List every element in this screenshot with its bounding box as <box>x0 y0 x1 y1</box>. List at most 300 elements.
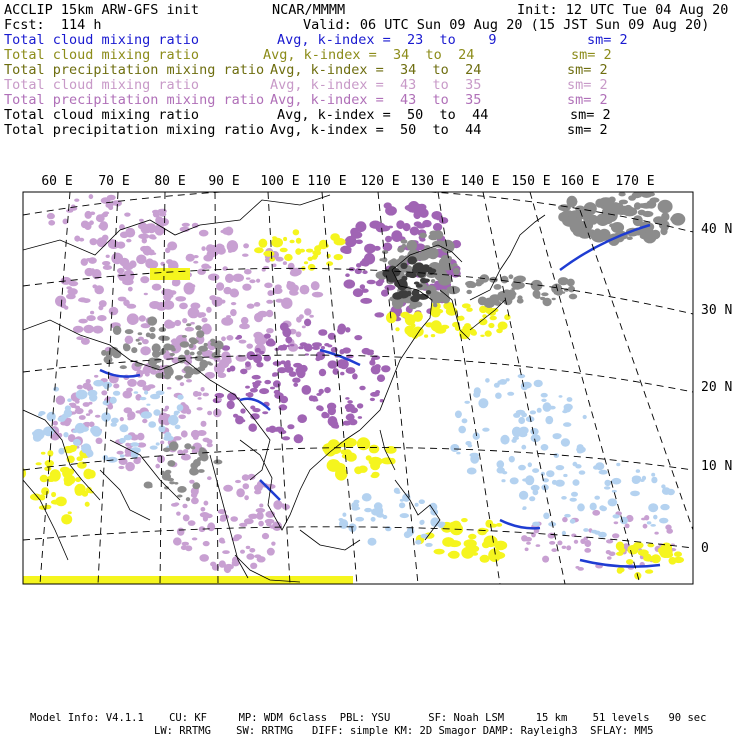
high-precip-patch <box>347 400 353 404</box>
low-cloud-patch <box>556 465 565 470</box>
layer-smoothing: sm= 2 <box>570 107 611 123</box>
low-precip-core <box>407 256 417 264</box>
high-precip-patch <box>338 324 346 333</box>
low-cloud-patch <box>419 499 425 504</box>
high-cloud-patch <box>178 415 186 420</box>
mid-cloud-patch <box>496 523 502 527</box>
mid-cloud-patch <box>441 325 450 329</box>
mid-cloud-patch <box>358 466 368 473</box>
high-precip-patch <box>358 416 362 419</box>
high-cloud-patch <box>243 483 250 489</box>
low-cloud-patch <box>342 513 346 517</box>
mid-cloud-patch <box>647 543 654 547</box>
low-cloud-patch <box>119 438 126 443</box>
high-cloud-patch <box>179 303 188 310</box>
high-precip-patch <box>259 388 269 394</box>
low-precip-patch <box>167 478 174 482</box>
latitude-label: 0 <box>701 541 709 556</box>
mid-cloud-patch <box>369 445 380 454</box>
model-info-line2: LW: RRTMG SW: RRTMG DIFF: simple KM: 2D Smagor DAMP: Rayleigh3 SFLAY: MM5 <box>154 725 654 737</box>
low-precip-patch <box>167 460 175 467</box>
high-precip-patch <box>340 349 345 354</box>
high-cloud-patch <box>199 312 207 317</box>
high-cloud-patch <box>197 430 207 436</box>
low-cloud-patch <box>532 522 540 527</box>
low-precip-patch <box>144 482 153 489</box>
high-precip-patch <box>321 346 325 349</box>
low-cloud-patch <box>419 520 424 525</box>
low-precip-patch <box>123 344 131 351</box>
low-cloud-patch <box>355 517 364 522</box>
high-precip-patch <box>385 236 392 243</box>
mid-cloud-patch <box>395 327 399 331</box>
high-precip-patch <box>274 392 283 399</box>
low-cloud-patch <box>153 409 160 416</box>
high-precip-patch <box>285 336 292 343</box>
mid-cloud-patch <box>51 492 56 497</box>
high-cloud-patch <box>93 326 104 334</box>
high-cloud-patch <box>125 454 131 457</box>
high-cloud-patch <box>203 516 208 522</box>
high-cloud-patch <box>206 307 212 313</box>
high-precip-patch <box>346 367 356 374</box>
low-precip-patch <box>598 229 610 241</box>
high-precip-patch <box>324 387 331 393</box>
high-cloud-patch <box>311 281 320 290</box>
layer-field-name: Total cloud mixing ratio <box>4 32 200 48</box>
low-precip-patch <box>646 200 656 209</box>
high-cloud-patch <box>181 454 191 461</box>
high-precip-patch <box>371 365 381 374</box>
high-cloud-patch <box>551 548 557 552</box>
low-precip-patch <box>158 352 162 356</box>
low-cloud-patch <box>522 478 528 481</box>
high-cloud-patch <box>204 501 209 506</box>
high-cloud-patch <box>223 485 233 492</box>
low-precip-patch <box>198 346 208 352</box>
low-precip-patch <box>427 285 432 289</box>
mid-cloud-patch <box>47 450 53 456</box>
low-precip-patch <box>149 362 153 365</box>
high-precip-patch <box>374 246 381 251</box>
low-precip-patch <box>503 297 512 305</box>
mid-cloud-patch <box>366 455 372 460</box>
low-cloud-patch <box>570 498 577 502</box>
high-cloud-patch <box>125 336 134 344</box>
low-cloud-patch <box>553 433 562 439</box>
high-cloud-patch <box>193 261 198 264</box>
high-cloud-patch <box>53 421 58 426</box>
high-precip-patch <box>413 211 421 219</box>
low-precip-patch <box>558 277 569 285</box>
high-cloud-patch <box>266 300 273 304</box>
high-cloud-patch <box>244 269 252 275</box>
high-cloud-patch <box>152 210 159 214</box>
high-cloud-patch <box>188 307 200 318</box>
high-precip-patch <box>245 386 250 389</box>
low-precip-patch <box>541 292 548 296</box>
high-cloud-patch <box>216 282 224 291</box>
high-precip-patch <box>319 369 326 377</box>
high-precip-patch <box>292 378 300 383</box>
low-precip-patch <box>433 230 443 239</box>
mid-cloud-patch <box>463 304 468 308</box>
low-cloud-patch <box>563 422 571 427</box>
mid-cloud-patch <box>312 250 321 255</box>
high-precip-patch <box>321 412 328 419</box>
high-cloud-patch <box>174 320 181 326</box>
low-cloud-patch <box>518 417 525 424</box>
high-cloud-patch <box>92 284 97 288</box>
high-precip-patch <box>235 337 240 340</box>
low-precip-patch <box>517 295 522 300</box>
low-precip-patch <box>511 283 518 288</box>
layer-k-index: Avg, k-index = 50 to 44 <box>270 122 482 138</box>
high-cloud-patch <box>167 387 172 390</box>
high-cloud-patch <box>75 400 80 404</box>
high-cloud-patch <box>241 317 249 324</box>
low-cloud-patch <box>519 491 528 500</box>
high-cloud-patch <box>202 393 209 397</box>
high-cloud-patch <box>289 289 297 295</box>
low-precip-patch <box>567 196 578 208</box>
low-cloud-patch <box>612 478 622 485</box>
high-cloud-patch <box>219 560 226 567</box>
high-precip-patch <box>280 323 289 332</box>
mid-cloud-patch <box>461 518 468 522</box>
layer-k-index: Avg, k-index = 34 to 24 <box>270 62 482 78</box>
low-precip-patch <box>579 232 586 236</box>
high-precip-patch <box>328 407 336 415</box>
high-cloud-patch <box>549 541 555 545</box>
low-precip-patch <box>478 297 487 306</box>
low-cloud-patch <box>541 444 549 451</box>
high-cloud-patch <box>607 556 612 559</box>
high-cloud-patch <box>230 516 238 522</box>
low-cloud-patch <box>462 418 468 423</box>
high-cloud-patch <box>185 327 194 332</box>
high-cloud-patch <box>578 567 584 571</box>
high-cloud-patch <box>267 548 275 556</box>
high-cloud-patch <box>95 415 101 418</box>
layer-k-index: Avg, k-index = 34 to 24 <box>263 47 475 63</box>
mid-cloud-patch <box>488 323 494 328</box>
high-cloud-patch <box>75 408 84 414</box>
low-cloud-patch <box>604 486 611 489</box>
high-precip-patch <box>342 421 351 426</box>
low-precip-patch <box>465 281 475 287</box>
low-cloud-patch <box>650 524 656 527</box>
mid-cloud-patch <box>304 261 308 264</box>
mid-cloud-patch <box>254 247 264 253</box>
high-cloud-patch <box>606 539 613 543</box>
high-cloud-patch <box>77 385 83 390</box>
low-cloud-patch <box>134 391 139 394</box>
layer-k-index: Avg, k-index = 43 to 35 <box>270 92 482 108</box>
high-cloud-patch <box>160 441 164 445</box>
high-cloud-patch <box>155 216 163 224</box>
high-precip-patch <box>274 429 279 432</box>
mid-cloud-patch <box>293 229 300 235</box>
high-precip-patch <box>264 333 271 338</box>
low-cloud-patch <box>590 503 597 511</box>
high-cloud-patch <box>193 391 199 397</box>
mid-cloud-patch <box>434 549 445 555</box>
mid-cloud-patch <box>498 322 508 330</box>
mid-cloud-patch <box>308 257 313 261</box>
high-cloud-patch <box>296 331 302 337</box>
mid-cloud-patch <box>405 314 416 325</box>
high-precip-patch <box>410 227 419 236</box>
high-cloud-patch <box>142 339 149 344</box>
high-precip-patch <box>345 404 355 411</box>
high-precip-patch <box>248 424 257 432</box>
high-cloud-patch <box>287 281 292 285</box>
mid-cloud-patch <box>318 243 329 249</box>
low-cloud-patch <box>374 502 383 510</box>
high-cloud-patch <box>557 541 562 546</box>
high-precip-patch <box>266 427 271 432</box>
low-precip-patch <box>163 448 171 453</box>
latitude-labels <box>701 222 732 556</box>
high-cloud-patch <box>256 512 263 520</box>
low-cloud-patch <box>533 490 539 496</box>
low-precip-patch <box>152 343 161 352</box>
layer-k-index: Avg, k-index = 23 to 9 <box>277 32 497 48</box>
high-cloud-patch <box>213 409 222 418</box>
low-precip-patch <box>170 353 175 356</box>
low-precip-patch <box>192 482 200 489</box>
mid-cloud-patch <box>389 458 396 464</box>
low-cloud-patch <box>111 418 119 424</box>
low-cloud-patch <box>465 441 471 445</box>
high-cloud-patch <box>239 323 250 329</box>
high-precip-patch <box>367 280 376 285</box>
high-cloud-patch <box>63 219 69 225</box>
low-precip-patch <box>658 200 673 214</box>
longitude-label: 80 E <box>154 174 186 189</box>
low-cloud-patch <box>546 470 554 477</box>
layer-k-index: Avg, k-index = 43 to 35 <box>270 77 482 93</box>
mid-cloud-patch <box>74 484 85 495</box>
low-precip-patch <box>494 296 502 301</box>
low-cloud-patch <box>415 540 421 545</box>
high-precip-patch <box>272 374 276 376</box>
high-cloud-patch <box>182 223 190 227</box>
high-cloud-patch <box>136 254 146 264</box>
high-precip-patch <box>377 374 385 382</box>
low-cloud-patch <box>156 442 160 445</box>
low-precip-patch <box>382 250 388 254</box>
high-precip-patch <box>433 223 442 231</box>
low-cloud-patch <box>562 531 566 536</box>
high-cloud-patch <box>175 296 186 301</box>
high-precip-patch <box>283 362 289 365</box>
low-precip-patch <box>146 333 151 338</box>
high-cloud-patch <box>222 550 230 554</box>
high-cloud-patch <box>269 525 275 529</box>
high-cloud-patch <box>48 220 55 226</box>
high-precip-patch <box>270 387 275 390</box>
high-cloud-patch <box>171 261 177 266</box>
low-cloud-patch <box>613 514 620 518</box>
layer-field-name: Total precipitation mixing ratio <box>4 122 265 138</box>
low-cloud-patch <box>364 508 372 512</box>
mid-cloud-patch <box>459 316 464 321</box>
high-cloud-patch <box>192 537 198 540</box>
low-precip-patch <box>509 274 514 279</box>
low-cloud-patch <box>110 397 117 404</box>
mid-cloud-patch <box>308 264 316 271</box>
high-cloud-patch <box>189 480 194 484</box>
mid-cloud-patch <box>490 316 497 321</box>
mid-cloud-patch <box>386 312 397 323</box>
mid-cloud-patch <box>296 238 302 244</box>
low-precip-patch <box>120 365 127 369</box>
layer-field-name: Total cloud mixing ratio <box>4 77 200 93</box>
high-cloud-patch <box>249 279 255 283</box>
low-cloud-patch <box>61 414 67 420</box>
low-cloud-patch <box>456 452 460 455</box>
high-cloud-patch <box>141 228 146 231</box>
low-cloud-patch <box>632 476 642 482</box>
low-cloud-patch <box>150 394 160 400</box>
high-cloud-patch <box>266 328 274 333</box>
high-cloud-patch <box>125 462 135 471</box>
low-precip-patch <box>515 276 526 283</box>
high-cloud-patch <box>66 209 73 213</box>
high-precip-patch <box>240 408 245 413</box>
high-cloud-patch <box>197 269 206 275</box>
low-cloud-patch <box>608 498 618 506</box>
high-cloud-patch <box>182 504 187 509</box>
high-cloud-patch <box>78 319 87 324</box>
low-precip-patch <box>131 347 137 353</box>
high-cloud-patch <box>201 507 206 512</box>
high-cloud-patch <box>257 311 268 318</box>
high-cloud-patch <box>205 372 215 379</box>
mid-cloud-patch <box>482 314 487 318</box>
low-cloud-patch <box>521 445 526 450</box>
low-precip-patch <box>561 291 565 293</box>
high-cloud-patch <box>584 548 591 553</box>
center-label: NCAR/MMMM <box>272 2 346 18</box>
high-cloud-patch <box>197 407 203 410</box>
low-precip-patch <box>413 301 423 307</box>
high-cloud-patch <box>120 258 130 267</box>
low-precip-patch <box>180 341 190 347</box>
high-cloud-patch <box>90 238 98 245</box>
low-precip-patch <box>149 327 155 332</box>
low-cloud-patch <box>354 500 360 504</box>
high-precip-patch <box>379 225 390 231</box>
low-cloud-patch <box>616 463 620 466</box>
low-cloud-patch <box>570 519 576 524</box>
low-cloud-patch <box>120 424 129 432</box>
low-cloud-patch <box>89 394 97 402</box>
low-cloud-patch <box>81 443 91 453</box>
high-cloud-patch <box>103 265 112 270</box>
low-cloud-patch <box>73 439 81 446</box>
high-cloud-patch <box>231 302 236 305</box>
high-precip-patch <box>356 263 361 268</box>
high-cloud-patch <box>147 384 155 388</box>
mid-cloud-patch <box>290 240 295 244</box>
low-cloud-patch <box>464 401 470 404</box>
longitude-label: 70 E <box>98 174 130 189</box>
low-cloud-patch <box>528 462 532 467</box>
mid-cloud-patch <box>425 322 434 327</box>
high-cloud-patch <box>220 540 225 543</box>
high-precip-patch <box>359 386 365 391</box>
low-cloud-patch <box>642 476 646 481</box>
high-cloud-patch <box>176 511 181 515</box>
low-cloud-patch <box>549 406 556 410</box>
high-cloud-patch <box>66 286 72 289</box>
low-precip-patch <box>138 332 143 335</box>
low-precip-core <box>426 290 431 294</box>
mid-cloud-patch <box>259 239 268 248</box>
low-cloud-patch <box>103 400 110 405</box>
high-precip-patch <box>383 243 393 252</box>
low-cloud-patch <box>362 493 372 501</box>
low-precip-patch <box>602 217 613 225</box>
high-cloud-patch <box>152 284 162 291</box>
low-cloud-patch <box>509 456 515 463</box>
high-cloud-patch <box>55 296 66 307</box>
high-cloud-patch <box>129 260 136 268</box>
high-cloud-patch <box>614 521 619 524</box>
low-cloud-patch <box>404 531 411 538</box>
low-cloud-patch <box>33 434 42 442</box>
high-cloud-patch <box>183 514 190 521</box>
low-cloud-patch <box>450 444 459 452</box>
high-cloud-patch <box>102 235 109 241</box>
low-cloud-patch <box>478 398 488 408</box>
high-cloud-patch <box>124 213 130 217</box>
low-cloud-patch <box>651 477 657 484</box>
high-cloud-patch <box>89 220 94 225</box>
low-cloud-patch <box>599 470 608 475</box>
low-cloud-patch <box>150 446 158 450</box>
high-cloud-patch <box>264 283 272 289</box>
init-time: Init: 12 UTC Tue 04 Aug 20 <box>517 2 729 18</box>
low-precip-patch <box>152 358 161 363</box>
high-cloud-patch <box>221 317 233 326</box>
high-cloud-patch <box>167 293 174 298</box>
high-cloud-patch <box>126 239 131 243</box>
forecast-hour: Fcst: 114 h <box>4 17 102 33</box>
high-precip-patch <box>287 424 294 429</box>
low-cloud-patch <box>400 499 404 502</box>
longitude-label: 120 E <box>360 174 400 189</box>
low-cloud-patch <box>512 427 522 438</box>
high-cloud-patch <box>290 268 301 276</box>
layer-smoothing: sm= 2 <box>571 47 612 63</box>
high-precip-patch <box>403 223 411 231</box>
high-cloud-patch <box>106 255 110 258</box>
high-cloud-patch <box>117 268 125 274</box>
high-cloud-patch <box>259 504 263 508</box>
mid-cloud-patch <box>371 474 379 478</box>
low-precip-core <box>414 282 420 285</box>
high-cloud-patch <box>223 266 228 271</box>
low-cloud-patch <box>354 507 360 510</box>
low-cloud-patch <box>604 480 611 486</box>
high-cloud-patch <box>246 546 251 549</box>
low-precip-patch <box>568 286 575 293</box>
high-cloud-patch <box>225 274 234 283</box>
